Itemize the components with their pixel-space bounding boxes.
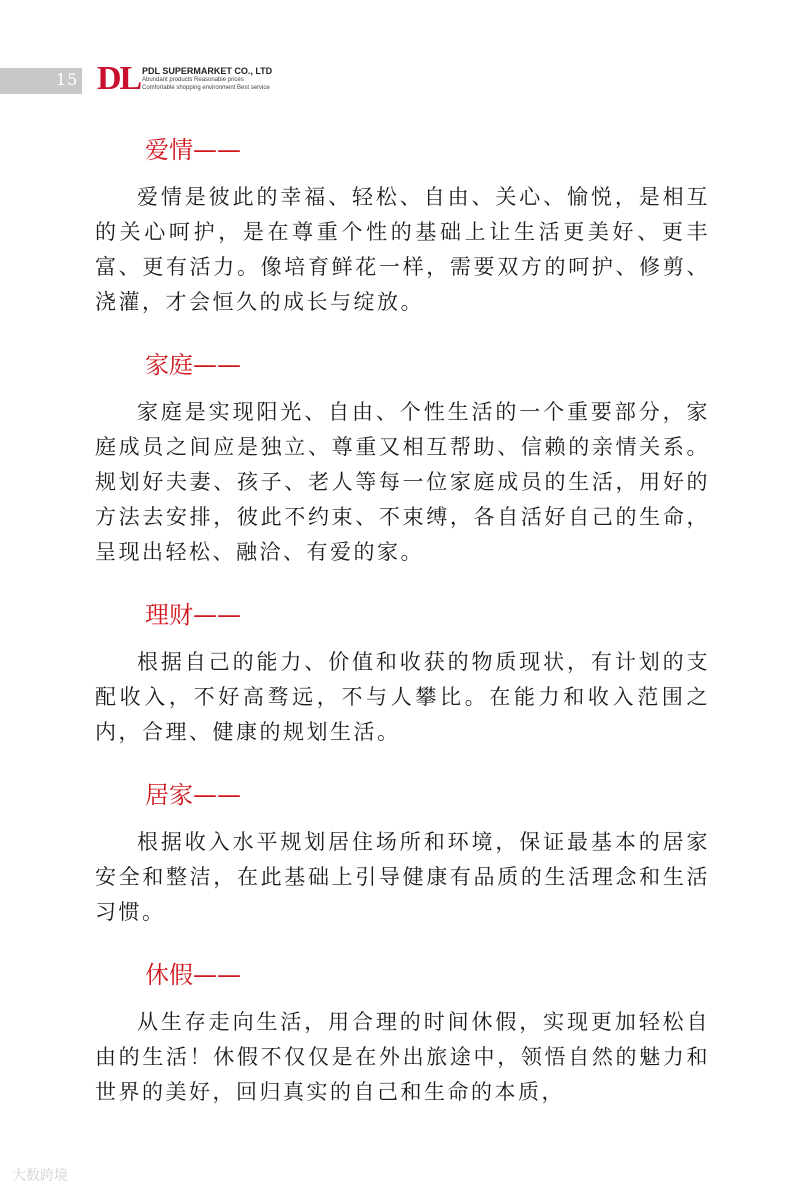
section-body: 根据自己的能力、价值和收获的物质现状，有计划的支配收入，不好高骛远，不与人攀比。在能力和收入范围之内，合理、健康的规划生活。	[95, 650, 710, 744]
page-number: 15	[56, 70, 79, 89]
company-logo: DL	[97, 60, 141, 97]
section-body: 爱情是彼此的幸福、轻松、自由、关心、愉悦，是相互的关心呵护，是在尊重个性的基础上让生活更美好、更丰富、更有活力。像培育鲜花一样，需要双方的呵护、修剪、浇灌，才会恒久的成长与绽放。	[95, 185, 710, 314]
section-body: 根据收入水平规划居住场所和环境，保证最基本的居家安全和整洁，在此基础上引导健康有品质的生活理念和生活习惯。	[95, 830, 710, 924]
logo-text	[142, 66, 272, 92]
watermark: 大数跨境	[12, 1168, 68, 1184]
company-tagline-1: Abundant products Reasonable prices	[142, 77, 244, 83]
page-content	[95, 130, 710, 1135]
company-tagline-2: Comfortable shopping environment Best service	[142, 85, 270, 91]
section-heading: 休假——	[145, 961, 241, 989]
section-finance	[95, 595, 710, 750]
page-header	[0, 60, 800, 100]
section-heading: 居家——	[145, 781, 241, 809]
section-family	[95, 345, 710, 570]
section-home	[95, 775, 710, 930]
section-vacation	[95, 955, 710, 1110]
section-body: 家庭是实现阳光、自由、个性生活的一个重要部分，家庭成员之间应是独立、尊重又相互帮助、信赖的亲情关系。规划好夫妻、孩子、老人等每一位家庭成员的生活，用好的方法去安排，彼此不约束、不束缚，各自活好自己的生命，呈现出轻松、融洽、有爱的家。	[95, 400, 710, 564]
section-heading: 理财——	[145, 601, 241, 629]
company-name: PDL SUPERMARKET CO., LTD	[142, 66, 273, 76]
section-heading: 爱情——	[145, 136, 241, 164]
section-heading: 家庭——	[145, 351, 241, 379]
section-body: 从生存走向生活，用合理的时间休假，实现更加轻松自由的生活！休假不仅仅是在外出旅途中，领悟自然的魅力和世界的美好，回归真实的自己和生命的本质，	[95, 1010, 710, 1104]
section-love	[95, 130, 710, 320]
